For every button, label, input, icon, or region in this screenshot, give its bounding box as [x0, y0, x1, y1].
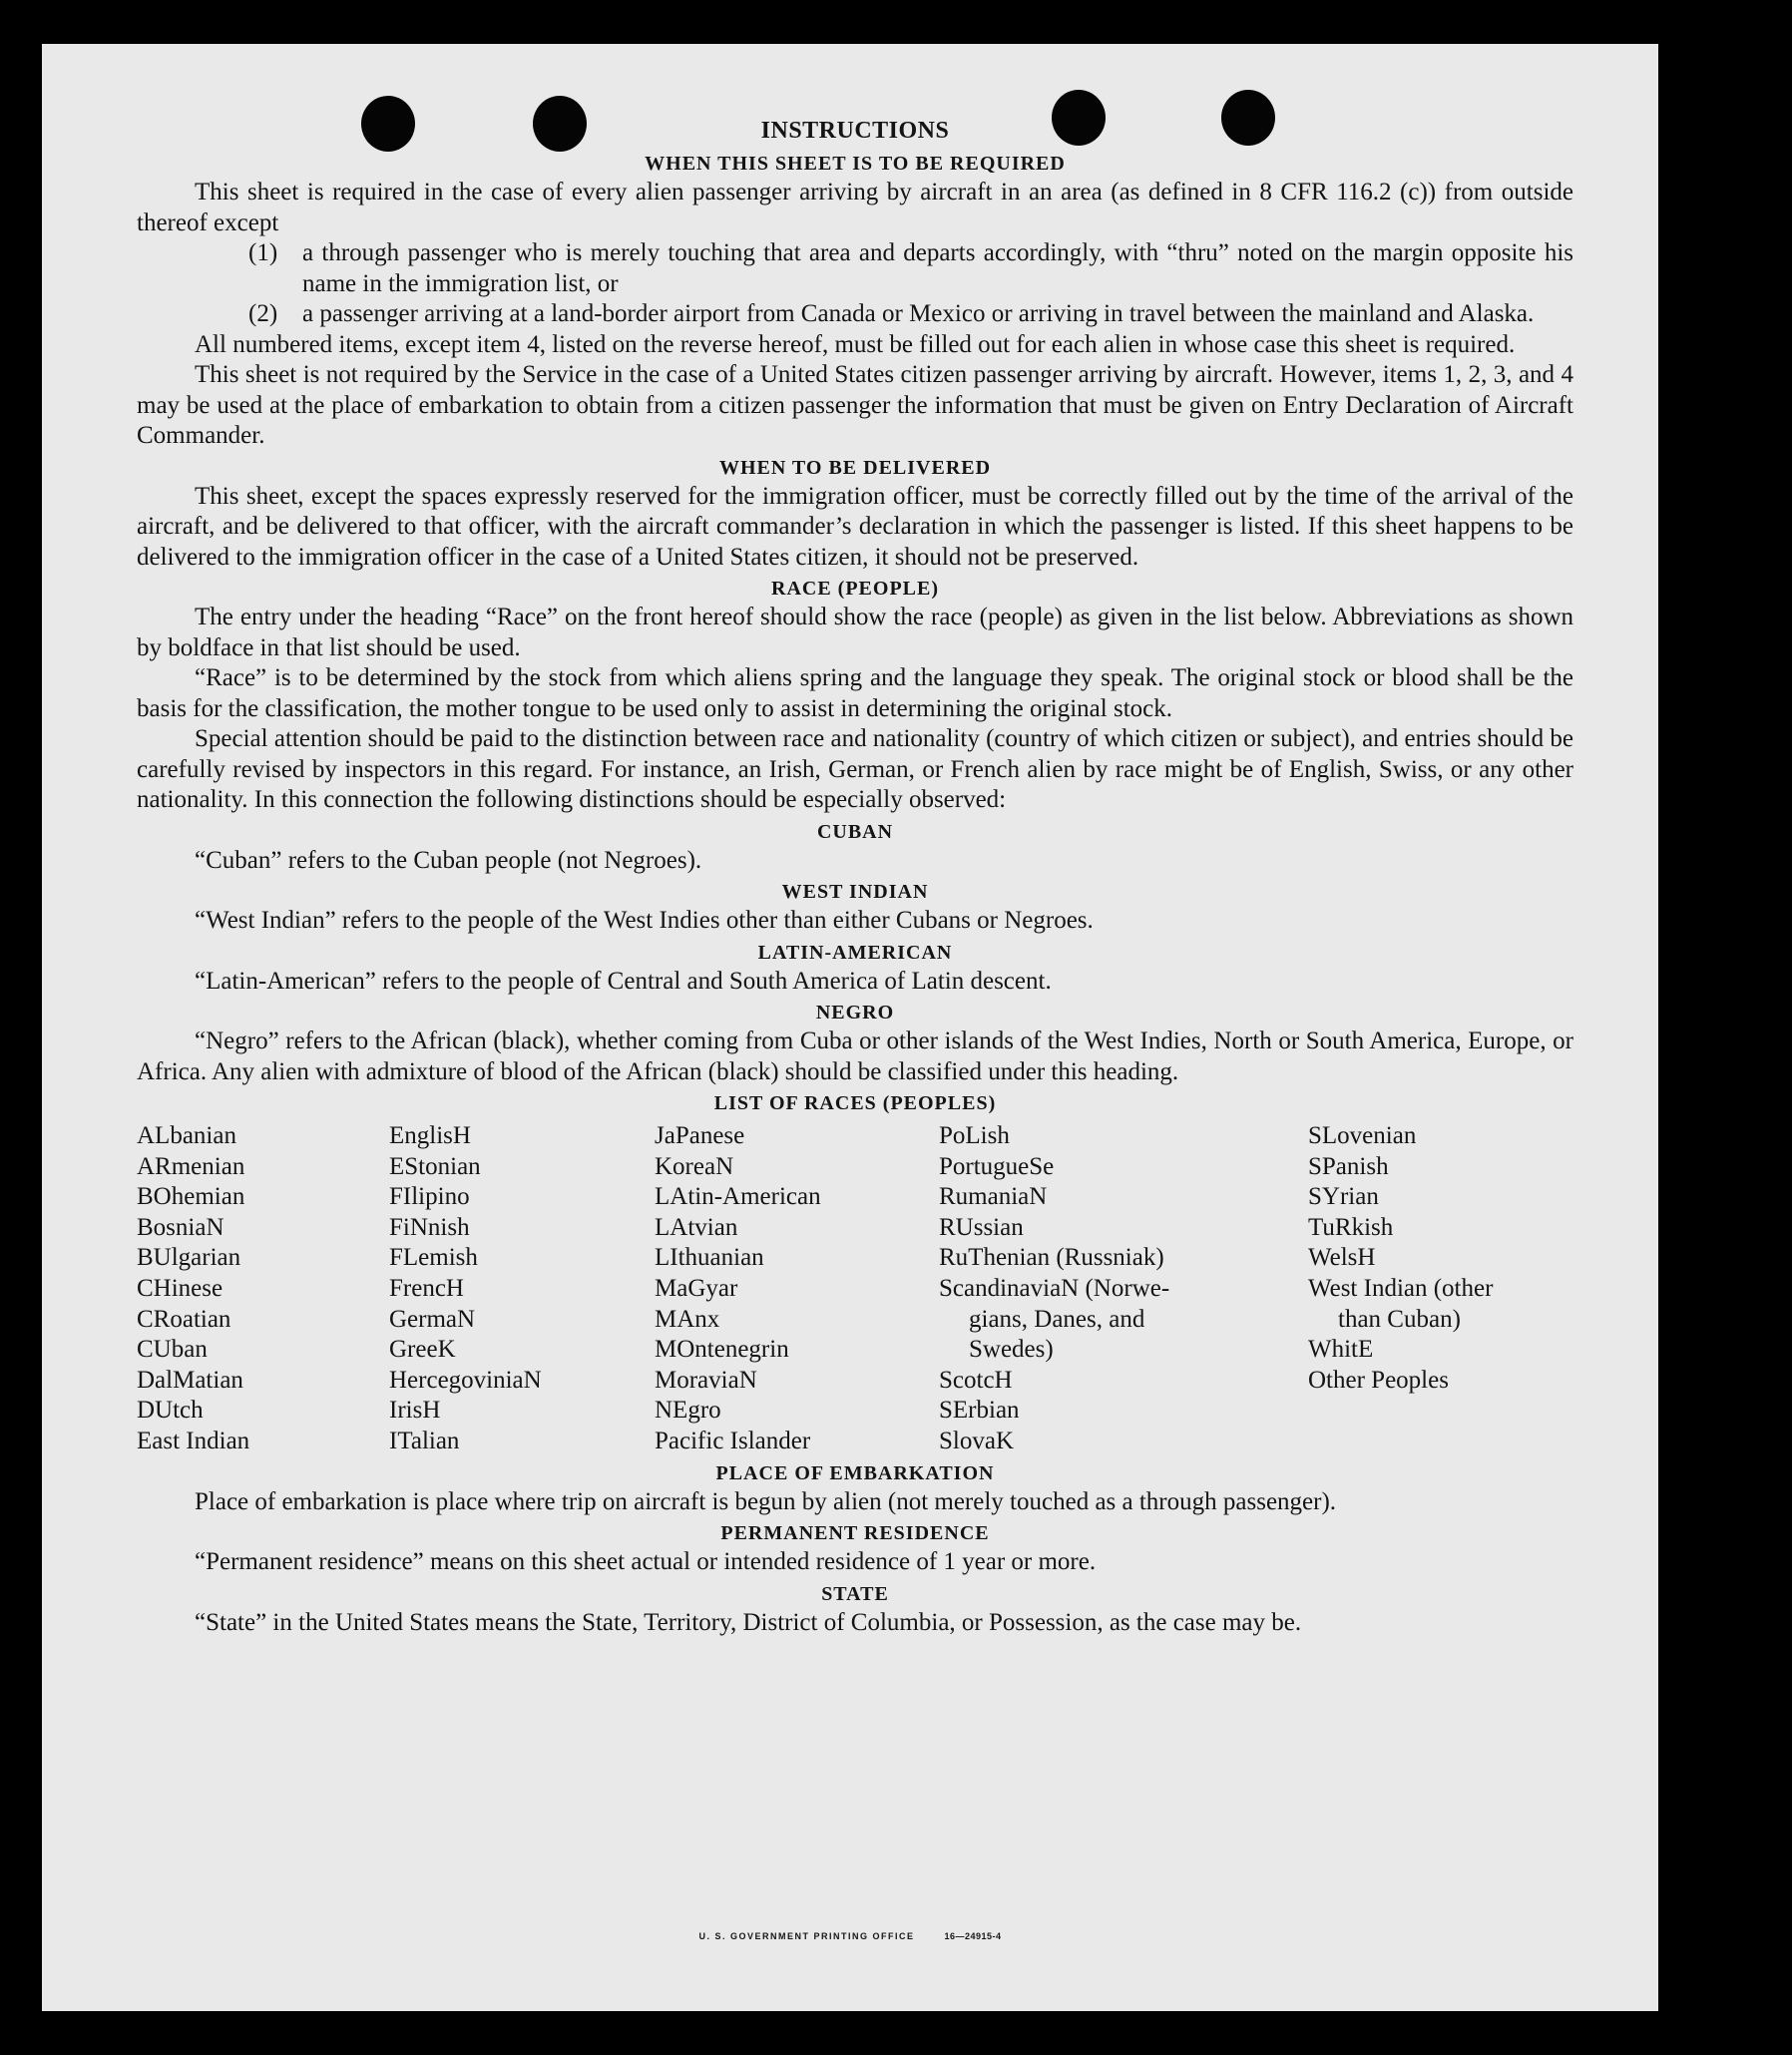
section-heading: STATE — [821, 1582, 889, 1605]
race-entry: ScotcH — [939, 1366, 1013, 1394]
paragraph: This sheet is required in the case of every alien passenger arriving by aircraft in an area (as defined in 8 CFR 116.2 (c)) from outside thereof except — [137, 179, 1573, 236]
paragraph: This sheet, except the spaces expressly reserved for the immigration officer, must be correctly filled out by the time of the arrival of the aircraft, and be delivered to that officer, with the aircraft commander’s declaration in which the passenger is listed. If this sheet happens to be delivered to the immigration officer in the case of a United States citizen, it should not be preserved. — [137, 482, 1573, 571]
race-entry: TuRkish — [1308, 1213, 1394, 1241]
race-entry: MAnx — [655, 1305, 720, 1333]
race-entry: East Indian — [137, 1427, 250, 1454]
race-column — [389, 1121, 655, 1457]
race-entry: DUtch — [137, 1397, 204, 1425]
race-entry: BUlgarian — [137, 1244, 241, 1272]
section-heading: CUBAN — [816, 820, 894, 843]
race-entry: ARmenian — [137, 1152, 245, 1180]
race-entry: FrencH — [389, 1274, 464, 1302]
race-entry: FLemish — [389, 1244, 478, 1272]
form-code: 16—24915-4 — [944, 1931, 1002, 1941]
printer-imprint — [42, 1931, 1658, 1941]
document-sheet — [42, 44, 1658, 2011]
printer-name: U. S. GOVERNMENT PRINTING OFFICE — [698, 1931, 915, 1941]
race-entry: ITalian — [389, 1427, 460, 1454]
race-entry: EnglisH — [389, 1122, 471, 1149]
section-heading: WHEN THIS SHEET IS TO BE REQUIRED — [645, 153, 1066, 175]
page-title: INSTRUCTIONS — [760, 118, 950, 144]
race-entry: Other Peoples — [1308, 1366, 1449, 1394]
race-entry: NEgro — [655, 1397, 721, 1425]
race-entry: GermaN — [389, 1305, 476, 1333]
race-entry: ScandinaviaN (Norwe- — [939, 1274, 1170, 1302]
race-entry: Swedes) — [969, 1336, 1054, 1364]
race-entry: KoreaN — [655, 1152, 734, 1180]
race-entry: LIthuanian — [655, 1244, 764, 1272]
race-entry: RUssian — [939, 1213, 1024, 1241]
section-heading: LATIN-AMERICAN — [757, 941, 953, 964]
section-heading: PERMANENT RESIDENCE — [720, 1522, 990, 1545]
race-column — [1308, 1121, 1573, 1457]
section-heading: PLACE OF EMBARKATION — [715, 1461, 995, 1484]
paragraph: “West Indian” refers to the people of the West Indies other than either Cubans or Negroes. — [195, 907, 1094, 934]
race-entry: CRoatian — [137, 1305, 231, 1333]
list-item — [137, 299, 1573, 330]
paragraph: “Negro” refers to the African (black), whether coming from Cuba or other islands of the West Indies, North or South America, Europe, or Africa. Any alien with admixture of blood of the African (black) should be classified under this heading. — [137, 1028, 1573, 1085]
instructions-content — [137, 116, 1573, 1638]
race-entry: EStonian — [389, 1152, 481, 1180]
race-entry: CUban — [137, 1336, 208, 1364]
race-entry: MoraviaN — [655, 1366, 757, 1394]
section-heading: WEST INDIAN — [781, 881, 929, 903]
race-entry: West Indian (other — [1308, 1274, 1494, 1302]
race-entry: FIlipino — [389, 1183, 470, 1211]
section-heading: WHEN TO BE DELIVERED — [718, 456, 992, 479]
race-list — [137, 1121, 1573, 1457]
race-entry: SYrian — [1308, 1183, 1379, 1211]
race-entry: MaGyar — [655, 1274, 738, 1302]
paragraph: The entry under the heading “Race” on the front hereof should show the race (people) as given in the list below. Abbreviations as shown by boldface in that list should be used. — [137, 604, 1573, 661]
paragraph: “Permanent residence” means on this sheet actual or intended residence of 1 year or more. — [195, 1548, 1097, 1576]
race-entry: WhitE — [1308, 1336, 1374, 1364]
section-heading: NEGRO — [815, 1002, 895, 1024]
list-item — [137, 238, 1573, 299]
race-column — [939, 1121, 1308, 1457]
race-entry: PortugueSe — [939, 1152, 1055, 1180]
paragraph: All numbered items, except item 4, listed on the reverse hereof, must be filled out for each alien in whose case this sheet is required. — [195, 330, 1516, 358]
race-entry: CHinese — [137, 1274, 224, 1302]
item-number: (1) — [248, 239, 278, 266]
section-heading: LIST OF RACES (PEOPLES) — [713, 1092, 997, 1114]
paragraph: “Cuban” refers to the Cuban people (not Negroes). — [195, 846, 702, 874]
race-entry: JaPanese — [655, 1122, 745, 1149]
paragraph: Special attention should be paid to the distinction between race and nationality (country of which citizen or subject), and entries should be carefully revised by inspectors in this regard. For instance, an Irish, German, or French alien by race might be of English, Swiss, or any other nationality. In this connection the following distinctions should be especially observed: — [137, 725, 1573, 813]
race-entry: PoLish — [939, 1122, 1010, 1149]
race-entry: SErbian — [939, 1397, 1020, 1425]
race-entry: RuThenian (Russniak) — [939, 1244, 1164, 1272]
race-entry: IrisH — [389, 1397, 441, 1425]
item-text: a passenger arriving at a land-border airport from Canada or Mexico or arriving in travel between the mainland and Alaska. — [302, 300, 1535, 327]
race-entry: than Cuban) — [1338, 1305, 1461, 1333]
paragraph: “State” in the United States means the State, Territory, District of Columbia, or Possession, as the case may be. — [195, 1608, 1302, 1636]
item-number: (2) — [248, 300, 278, 327]
section-heading: RACE (PEOPLE) — [771, 578, 939, 600]
race-column — [137, 1121, 389, 1457]
paragraph: This sheet is not required by the Service in the case of a United States citizen passenger arriving by aircraft. However, items 1, 2, 3, and 4 may be used at the place of embarkation to obtain from a citizen passenger the information that must be given on Entry Declaration of Aircraft Commander. — [137, 361, 1573, 449]
paragraph: “Race” is to be determined by the stock from which aliens spring and the language they speak. The original stock or blood shall be the basis for the classification, the mother tongue to be used only to assist in determining the original stock. — [137, 664, 1573, 722]
race-entry: SlovaK — [939, 1427, 1014, 1454]
race-column — [655, 1121, 939, 1457]
race-entry: SPanish — [1308, 1152, 1389, 1180]
race-entry: GreeK — [389, 1336, 456, 1364]
race-entry: LAtvian — [655, 1213, 738, 1241]
race-entry: HercegoviniaN — [389, 1366, 542, 1394]
race-entry: BosniaN — [137, 1213, 224, 1241]
race-entry: MOntenegrin — [655, 1336, 789, 1364]
race-entry: BOhemian — [137, 1183, 245, 1211]
race-entry: DalMatian — [137, 1366, 243, 1394]
paragraph: Place of embarkation is place where trip on aircraft is begun by alien (not merely touched as a through passenger). — [195, 1487, 1337, 1515]
race-entry: WelsH — [1308, 1244, 1376, 1272]
race-entry: ALbanian — [137, 1122, 236, 1149]
race-entry: gians, Danes, and — [969, 1305, 1145, 1333]
race-entry: LAtin-American — [655, 1183, 821, 1211]
race-entry: SLovenian — [1308, 1122, 1417, 1149]
race-entry: Pacific Islander — [655, 1427, 811, 1454]
race-entry: FiNnish — [389, 1213, 470, 1241]
race-entry: RumaniaN — [939, 1183, 1048, 1211]
item-text: a through passenger who is merely touching that area and departs accordingly, with “thru” noted on the margin opposite his name in the immigration list, or — [302, 239, 1573, 297]
paragraph: “Latin-American” refers to the people of Central and South America of Latin descent. — [195, 967, 1052, 995]
